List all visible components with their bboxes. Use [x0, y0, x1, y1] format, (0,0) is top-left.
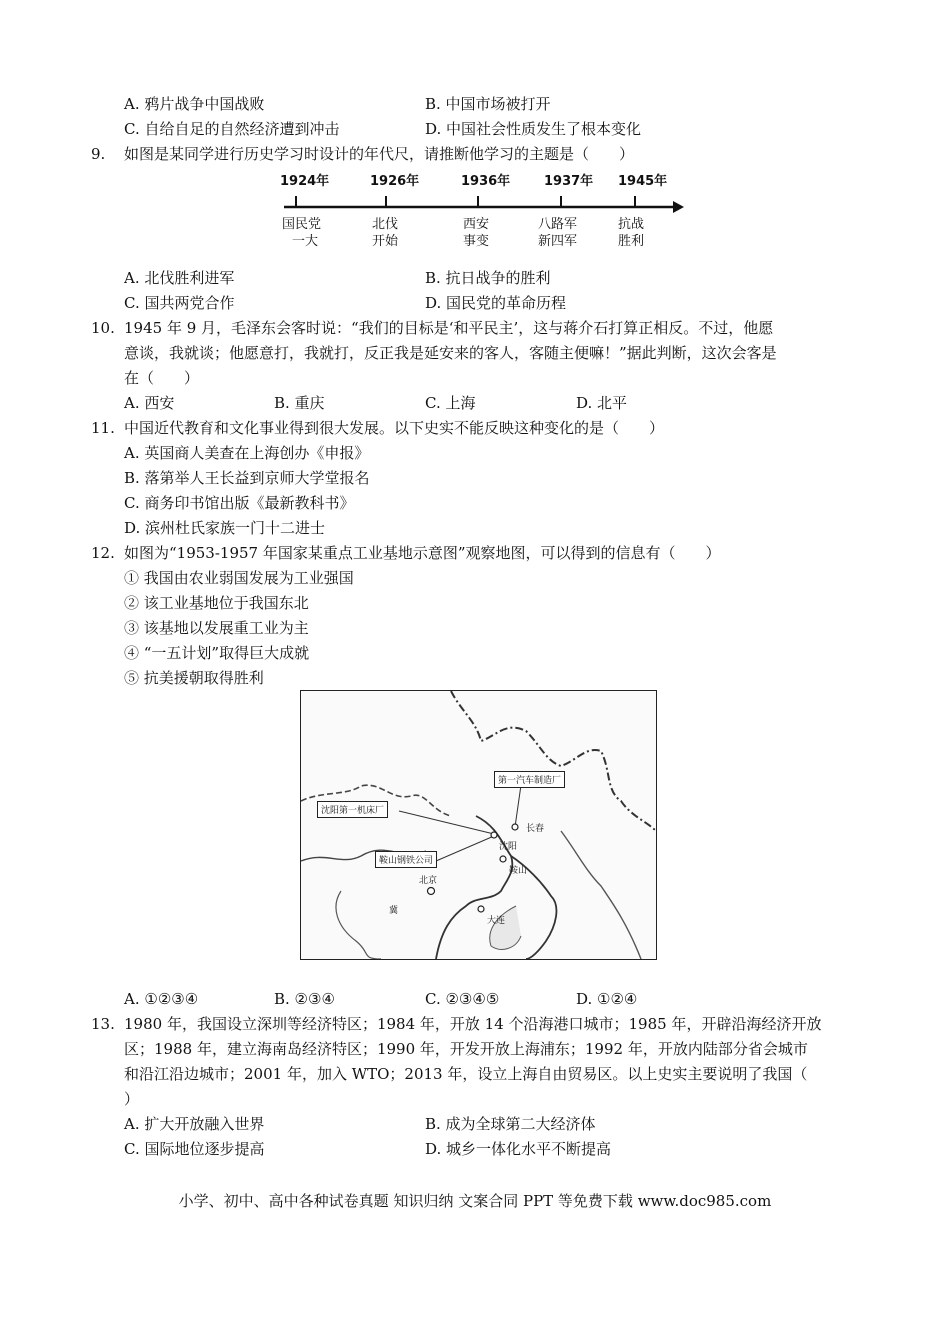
- timeline-label: 北伐: [372, 217, 399, 232]
- timeline-label: 抗战: [618, 217, 645, 232]
- q9-option-c: C. 国共两党合作: [124, 294, 235, 312]
- q13-line: 1980 年，我国设立深圳等经济特区；1984 年，开放 14 个沿海港口城市；1985 年，开辟沿海经济开放: [124, 1015, 822, 1033]
- river-line: [336, 891, 381, 959]
- map-svg: [301, 691, 656, 959]
- korea-border: [561, 831, 641, 959]
- q13-line: ）: [124, 1090, 140, 1108]
- timeline-year: 1924年: [280, 174, 330, 189]
- q12-number: 12.: [91, 544, 115, 562]
- q9-option-b: B. 抗日战争的胜利: [425, 269, 551, 287]
- q13-option-d: D. 城乡一体化水平不断提高: [425, 1140, 612, 1158]
- timeline-figure: [278, 166, 688, 256]
- q11-option-a: A. 英国商人美查在上海创办《申报》: [124, 444, 370, 462]
- industrial-base-map: [300, 690, 657, 960]
- q12-option-b: B. ②③④: [274, 990, 335, 1008]
- leader-line: [436, 836, 494, 861]
- map-city-label: 大连: [487, 916, 506, 926]
- city-dot-anshan: [500, 856, 506, 862]
- map-city-label: 鞍山: [509, 866, 528, 876]
- q9-option-a: A. 北伐胜利进军: [124, 269, 235, 287]
- q9-option-d: D. 国民党的革命历程: [425, 294, 567, 312]
- q8-option-d: D. 中国社会性质发生了根本变化: [425, 120, 642, 138]
- map-city-label: 长春: [526, 824, 545, 834]
- timeline-year: 1945年: [618, 174, 668, 189]
- map-city-label: 沈阳: [499, 842, 518, 852]
- q10-option-a: A. 西安: [124, 394, 175, 412]
- q10-option-d: D. 北平: [576, 394, 628, 412]
- timeline-label: 一大: [292, 234, 319, 249]
- timeline-label: 开始: [372, 234, 399, 249]
- q13-number: 13.: [91, 1015, 115, 1033]
- q8-option-c: C. 自给自足的自然经济遭到冲击: [124, 120, 340, 138]
- timeline-arrow: [673, 201, 684, 213]
- q11-option-c: C. 商务印书馆出版《最新教科书》: [124, 494, 355, 512]
- q13-option-b: B. 成为全球第二大经济体: [425, 1115, 596, 1133]
- map-box-shenyang-machine: 沈阳第一机床厂: [317, 801, 388, 818]
- q12-item: ④ “一五计划”取得巨大成就: [124, 644, 310, 662]
- q12-item: ③ 该基地以发展重工业为主: [124, 619, 309, 637]
- q11-option-b: B. 落第举人王长益到京师大学堂报名: [124, 469, 370, 487]
- city-dot-changchun: [512, 824, 518, 830]
- map-city-label: 北京: [419, 876, 438, 886]
- q13-line: 和沿江沿边城市；2001 年，加入 WTO；2013 年，设立上海自由贸易区。以上史实主要说明了我国（: [124, 1065, 808, 1083]
- q10-number: 10.: [91, 319, 115, 337]
- q8-option-a: A. 鸦片战争中国战败: [124, 95, 265, 113]
- q11-stem: 中国近代教育和文化事业得到很大发展。以下史实不能反映这种变化的是（ ）: [124, 419, 665, 437]
- q9-number: 9.: [91, 145, 106, 163]
- q10-line: 在（ ）: [124, 369, 200, 387]
- timeline-label: 西安: [463, 217, 490, 232]
- city-dot-dalian: [478, 906, 484, 912]
- timeline-label: 国民党: [282, 217, 322, 232]
- q12-option-a: A. ①②③④: [124, 990, 199, 1008]
- q10-line: 1945 年 9 月，毛泽东会客时说：“我们的目标是‘和平民主’，这与蒋介石打算正相反。不过，他愿: [124, 319, 774, 337]
- timeline-year: 1937年: [544, 174, 594, 189]
- q13-line: 区；1988 年，建立海南岛经济特区；1990 年，开发开放上海浦东；1992 年，开放内陆部分省会城市: [124, 1040, 808, 1058]
- q12-item: ① 我国由农业弱国发展为工业强国: [124, 569, 354, 587]
- q12-item: ② 该工业基地位于我国东北: [124, 594, 309, 612]
- border-line-north: [451, 691, 656, 831]
- map-box-faw: 第一汽车制造厂: [494, 771, 565, 788]
- timeline-label: 事变: [463, 234, 490, 249]
- map-city-label: 冀: [389, 906, 399, 916]
- city-dot-beijing: [428, 888, 435, 895]
- q9-stem: 如图是某同学进行历史学习时设计的年代尺，请推断他学习的主题是（ ）: [124, 145, 635, 163]
- q10-line: 意谈，我就谈；他愿意打，我就打，反正我是延安来的客人，客随主便嘛！”据此判断，这次会客是: [124, 344, 777, 362]
- city-dot-shenyang: [491, 832, 497, 838]
- q11-number: 11.: [91, 419, 115, 437]
- q10-option-c: C. 上海: [425, 394, 476, 412]
- q12-stem: 如图为“1953-1957 年国家某重点工业基地示意图”观察地图，可以得到的信息有（ ）: [124, 544, 721, 562]
- q12-option-d: D. ①②④: [576, 990, 638, 1008]
- q8-option-b: B. 中国市场被打开: [425, 95, 551, 113]
- timeline-year: 1936年: [461, 174, 511, 189]
- timeline-label: 新四军: [538, 234, 578, 249]
- timeline-label: 胜利: [618, 234, 645, 249]
- q11-option-d: D. 滨州杜氏家族一门十二进士: [124, 519, 326, 537]
- q13-option-a: A. 扩大开放融入世界: [124, 1115, 265, 1133]
- timeline-label: 八路军: [538, 217, 578, 232]
- map-box-angang: 鞍山钢铁公司: [375, 851, 437, 868]
- q12-option-c: C. ②③④⑤: [425, 990, 500, 1008]
- q12-item: ⑤ 抗美援朝取得胜利: [124, 669, 264, 687]
- timeline-year: 1926年: [370, 174, 420, 189]
- page-footer: 小学、初中、高中各种试卷真题 知识归纳 文案合同 PPT 等免费下载 www.doc985.com: [178, 1192, 772, 1210]
- q10-option-b: B. 重庆: [274, 394, 325, 412]
- q13-option-c: C. 国际地位逐步提高: [124, 1140, 265, 1158]
